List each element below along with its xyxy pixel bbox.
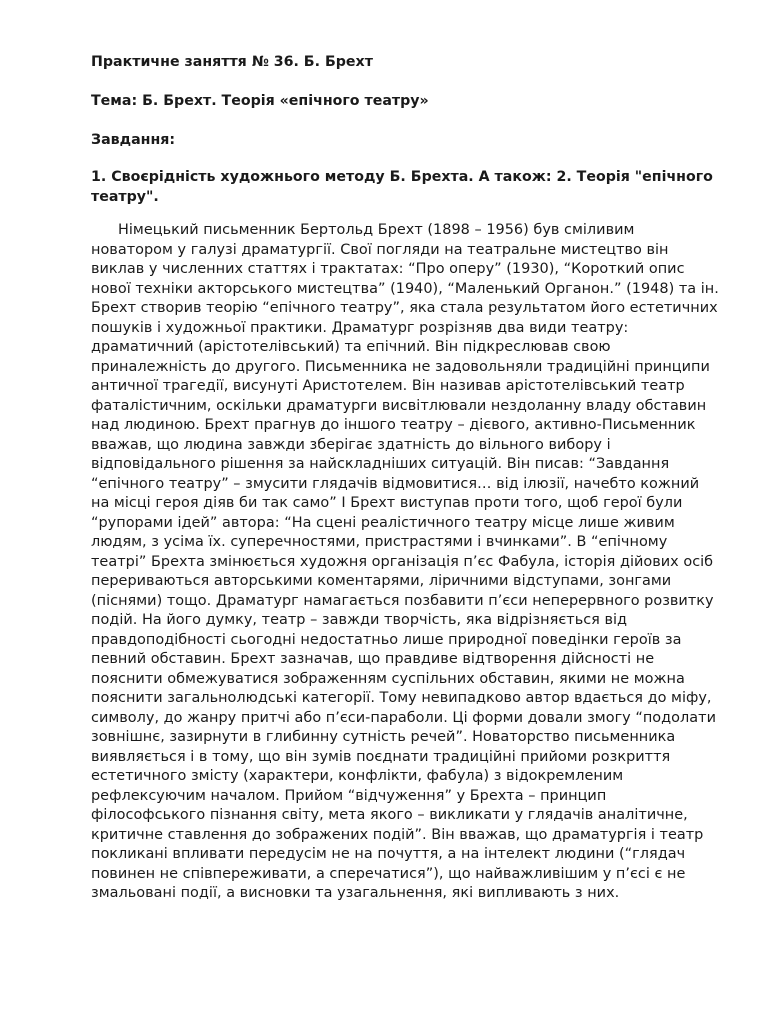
body-paragraph: Німецький письменник Бертольд Брехт (1898 – 1956) був сміливим новатором у галузі драматургії. Свої погляди на театральне мистецтво він виклав у численних статтях і трактатах: “Про оперу” (1930), “Короткий опис нової техніки акторського мистецтва” (1940), “Маленький Органон.” (1948) та ін. Брехт створив теорію “епічного театру”, яка стала результатом його естетичних пошуків і художньої практики. Драматург розрізняв два види театру: драматичний (арістотелівський) та епічний. Він підкреслював свою приналежність до другого. Письменника не задовольняли традиційні принципи античної трагедії, висунуті Аристотелем. Він називав арістотелівський театр фаталістичним, оскільки драматурги висвітлювали нездоланну владу обставин над людиною. Брехт прагнув до іншого театру – дієвого, активно-Письменник вважав, що людина завжди зберігає здатність до вільного вибору і відповідального рішення за найскладніших ситуацій. Він писав: “Завдання “епічного театру” – змусити глядачів відмовитися… від ілюзії, начебто кожний на місці героя діяв би так само” І Брехт виступав проти того, щоб герої були “рупорами ідей” автора: “На сцені реалістичного театру місце лише живим людям, з усіма їх. суперечностями, пристрастями і вчинками”. В “епічному театрі” Брехта змінюється художня організація п’єс Фабула, історія дійових осіб перериваються авторськими коментарями, ліричними відступами, зонгами (піснями) тощо. Драматург намагається позбавити п’єси неперервного розвитку подій. На його думку, театр – завжди творчість, яка відрізняється від правдоподібності сьогодні недостатньо лише природної поведінки героїв за певний обставин. Брехт зазначав, що правдиве відтворення дійсності не пояснити обмежуватися зображенням суспільних обставин, якими не можна пояснити загальнолюдські категорії. Тому невипадково автор вдається до міфу, символу, до жанру притчі або п’єси-параболи. Ці форми довали змогу “подолати зовнішнє, зазирнути в глибинну сутність речей”. Новаторство письменника виявляється і в тому, що він зумів поєднати традиційні прийоми розкриття естетичного змісту (характери, конфлікти, фабула) з відокремленим рефлексуючим началом. Прийом “відчуження” у Брехта – принцип філософського пізнання світу, мета якого – викликати у глядачів аналітичне, критичне ставлення до зображених подій”. Він вважав, що драматургія і театр покликані впливати передусім не на почуття, а на інтелект людини (“глядач повинен не співпереживати, а сперечатися”), що найважливішим у п’єсі є не змальовані події, а висновки та узагальнення, які випливають з них. (91, 222, 719, 901)
task-label: Завдання: (91, 132, 176, 148)
document-title: Практичне заняття № 36. Б. Брехт (91, 54, 373, 70)
document-page (91, 52, 719, 904)
document-topic: Тема: Б. Брехт. Теорія «епічного театру» (91, 93, 429, 109)
task-question: 1. Своєрідність художнього методу Б. Брехта. А також: 2. Теорія "епічного театру". (91, 169, 713, 205)
